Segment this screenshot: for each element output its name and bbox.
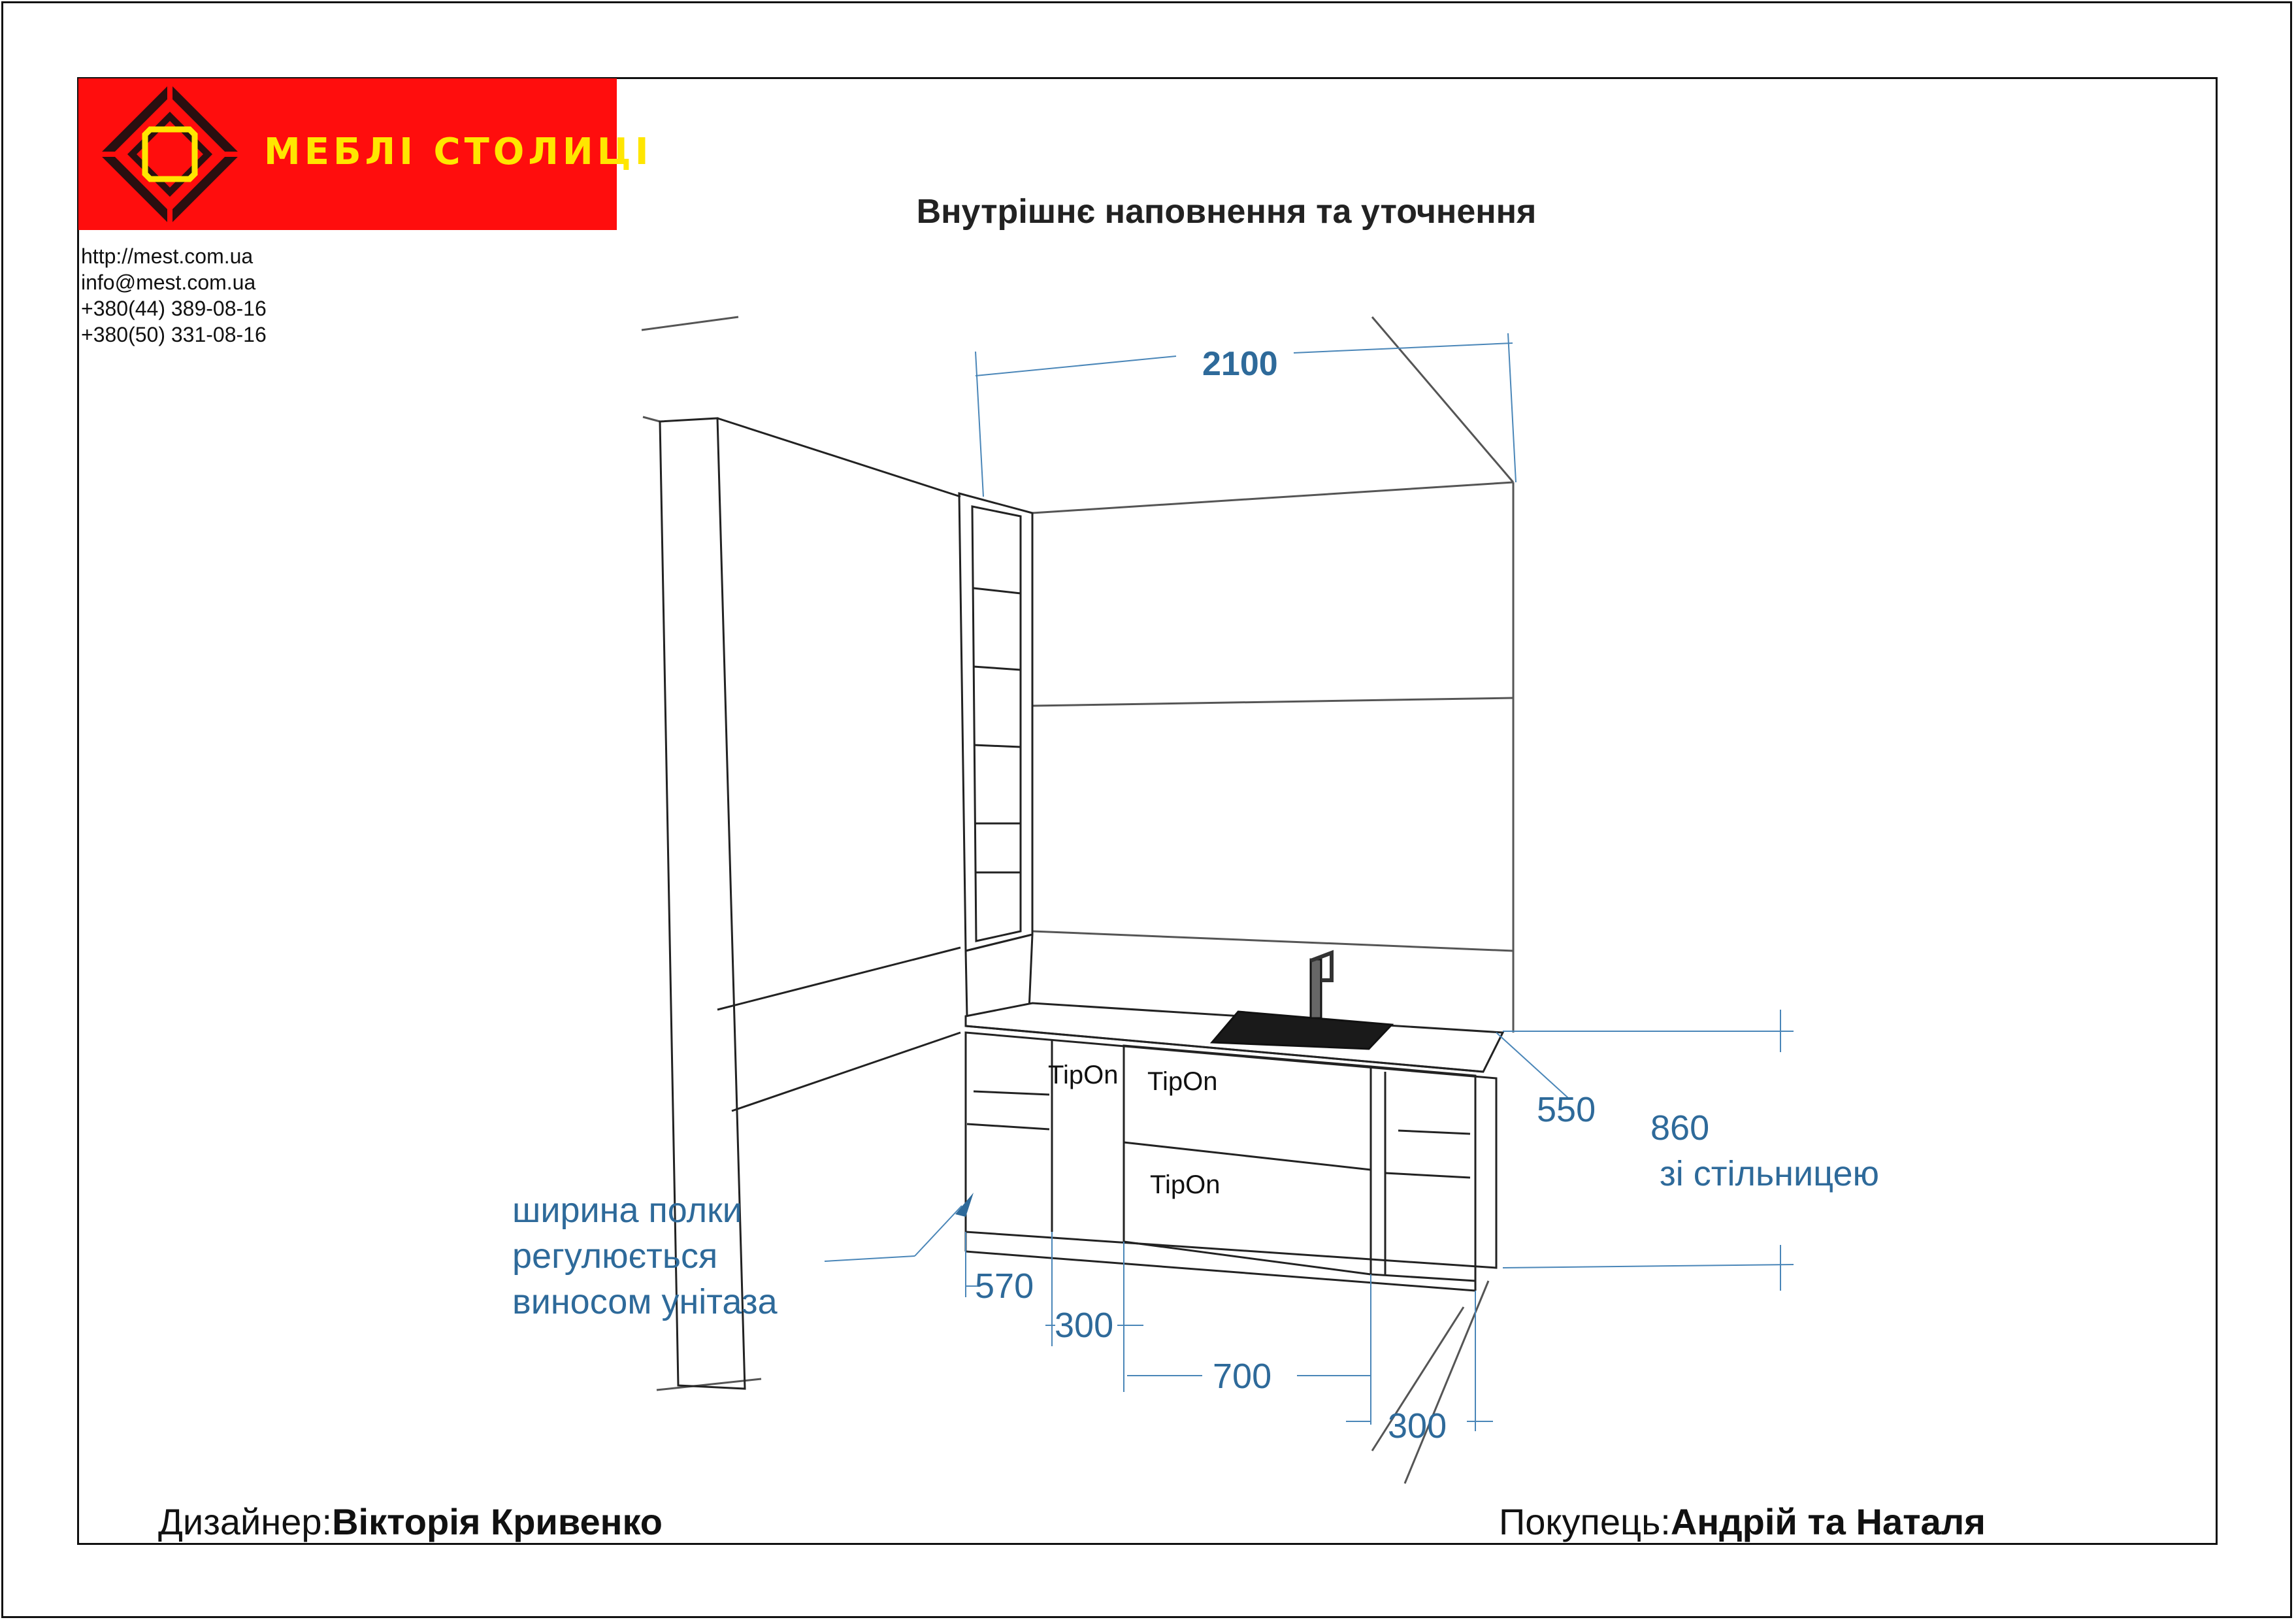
dim-left-module: 300 (1055, 1306, 1114, 1345)
note-line-3: виносом унітаза (512, 1282, 778, 1321)
dim-height-note: зі стільницею (1660, 1154, 1879, 1193)
designer-info (158, 1500, 663, 1543)
customer-label: Покупець: (1499, 1501, 1671, 1542)
email-link[interactable]: info@mest.com.ua (81, 271, 256, 294)
dim-left-shelf: 570 (975, 1266, 1034, 1306)
tall-shelving (959, 493, 1032, 1016)
sink (1212, 953, 1392, 1049)
brand-name: МЕБЛІ СТОЛИЦІ (264, 131, 653, 173)
customer-info (1499, 1500, 1986, 1543)
dim-total-width: 2100 (1202, 345, 1278, 383)
designer-label: Дизайнер: (158, 1501, 333, 1542)
base-cabinets (966, 1033, 1496, 1291)
website-link[interactable]: http://mest.com.ua (81, 244, 254, 268)
phone-1: +380(44) 389-08-16 (81, 297, 267, 320)
dim-height: 860 (1650, 1108, 1710, 1148)
dim-center-module: 700 (1213, 1357, 1272, 1396)
tipon-label-door: TipOn (1048, 1061, 1119, 1089)
note-line-1: ширина полки (512, 1191, 742, 1230)
tipon-label-drawer-bottom: TipOn (1150, 1170, 1221, 1199)
page-title: Внутрішнє наповнення та уточнення (916, 193, 1537, 231)
note-line-2: регулюється (512, 1236, 718, 1276)
tipon-label-drawer-top: TipOn (1147, 1067, 1218, 1096)
designer-name: Вікторія Кривенко (332, 1501, 663, 1542)
phone-2: +380(50) 331-08-16 (81, 323, 267, 346)
dim-right-module: 300 (1388, 1406, 1447, 1446)
customer-name: Андрій та Наталя (1670, 1501, 1986, 1542)
note-arrow-icon (955, 1193, 974, 1217)
dim-depth: 550 (1537, 1090, 1596, 1129)
